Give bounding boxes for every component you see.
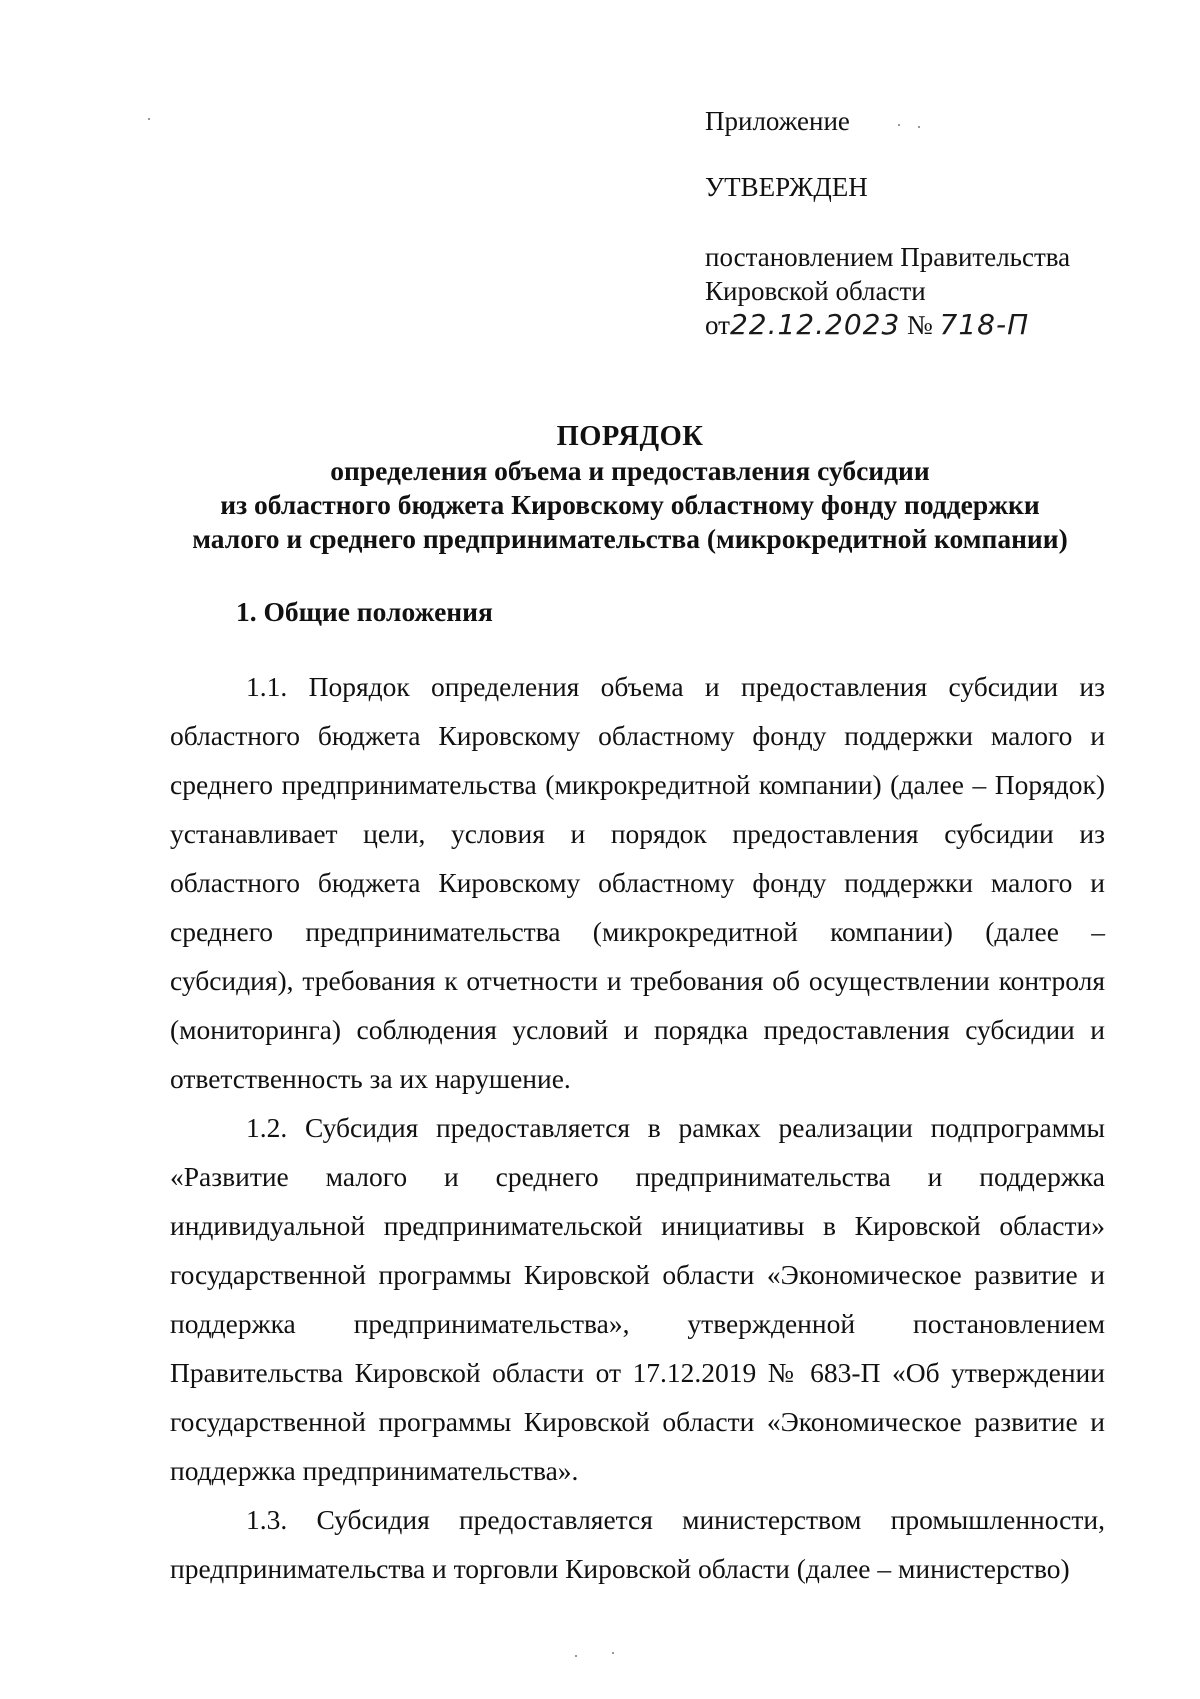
handwritten-number: 718-П (939, 308, 1030, 341)
scan-speck (612, 1652, 614, 1654)
date-prefix: от (705, 310, 730, 340)
title-heading: ПОРЯДОК (556, 421, 704, 452)
paragraph-1-3: 1.3. Субсидия предоставляется министерством промышленности, предпринимательства и торговли Кировской области (далее – министерство) (170, 1504, 1105, 1584)
handwritten-date: 22.12.2023 (729, 308, 901, 341)
approved-text: УТВЕРЖДЕН (705, 172, 868, 202)
scan-speck (148, 118, 150, 120)
title-subtitle-line3: малого и среднего предпринимательства (микрокредитной компании) (192, 523, 1068, 554)
title-subtitle-line2: из областного бюджета Кировскому областному фонду поддержки (220, 489, 1040, 520)
appendix-text: Приложение (705, 106, 850, 136)
scan-speck (898, 124, 900, 126)
appendix-label (705, 104, 850, 138)
scan-speck (918, 126, 920, 128)
approved-by-line1: постановлением Правительства (705, 242, 1071, 272)
paragraph-1-1: 1.1. Порядок определения объема и предоставления субсидии из областного бюджета Кировскому областному фонду поддержки малого и среднего предпринимательства (микрокредитной компании) (далее – Порядок) устанавливает цели, условия и порядок предоставления субсидии из областного бюджета Кировскому областному фонду поддержки малого и среднего предпринимательства (микрокредитной компании) (далее – субсидия), требования к отчетности и требования об осуществлении контроля (мониторинга) соблюдения условий и порядка предоставления субсидии и ответственность за их нарушение. (170, 671, 1105, 1094)
document-title (160, 420, 1100, 556)
approved-by-line2: Кировской области (705, 276, 926, 306)
scan-speck (575, 1655, 577, 1657)
section-body (170, 662, 1105, 1593)
title-subtitle-line1: определения объема и предоставления субсидии (330, 455, 930, 486)
approval-date-number (705, 308, 1070, 342)
number-prefix: № (907, 310, 933, 340)
paragraph-1-2: 1.2. Субсидия предоставляется в рамках реализации подпрограммы «Развитие малого и среднего предпринимательства и поддержка индивидуальной предпринимательской инициативы в Кировской области» государственной программы Кировской области «Экономическое развитие и поддержка предпринимательства», утвержденной постановлением Правительства Кировской области от 17.12.2019 № 683-П «Об утверждении государственной программы Кировской области «Экономическое развитие и поддержка предпринимательства». (170, 1112, 1105, 1486)
approval-block (705, 240, 1070, 342)
approved-label (705, 170, 868, 204)
section-heading: 1. Общие положения (236, 596, 493, 627)
